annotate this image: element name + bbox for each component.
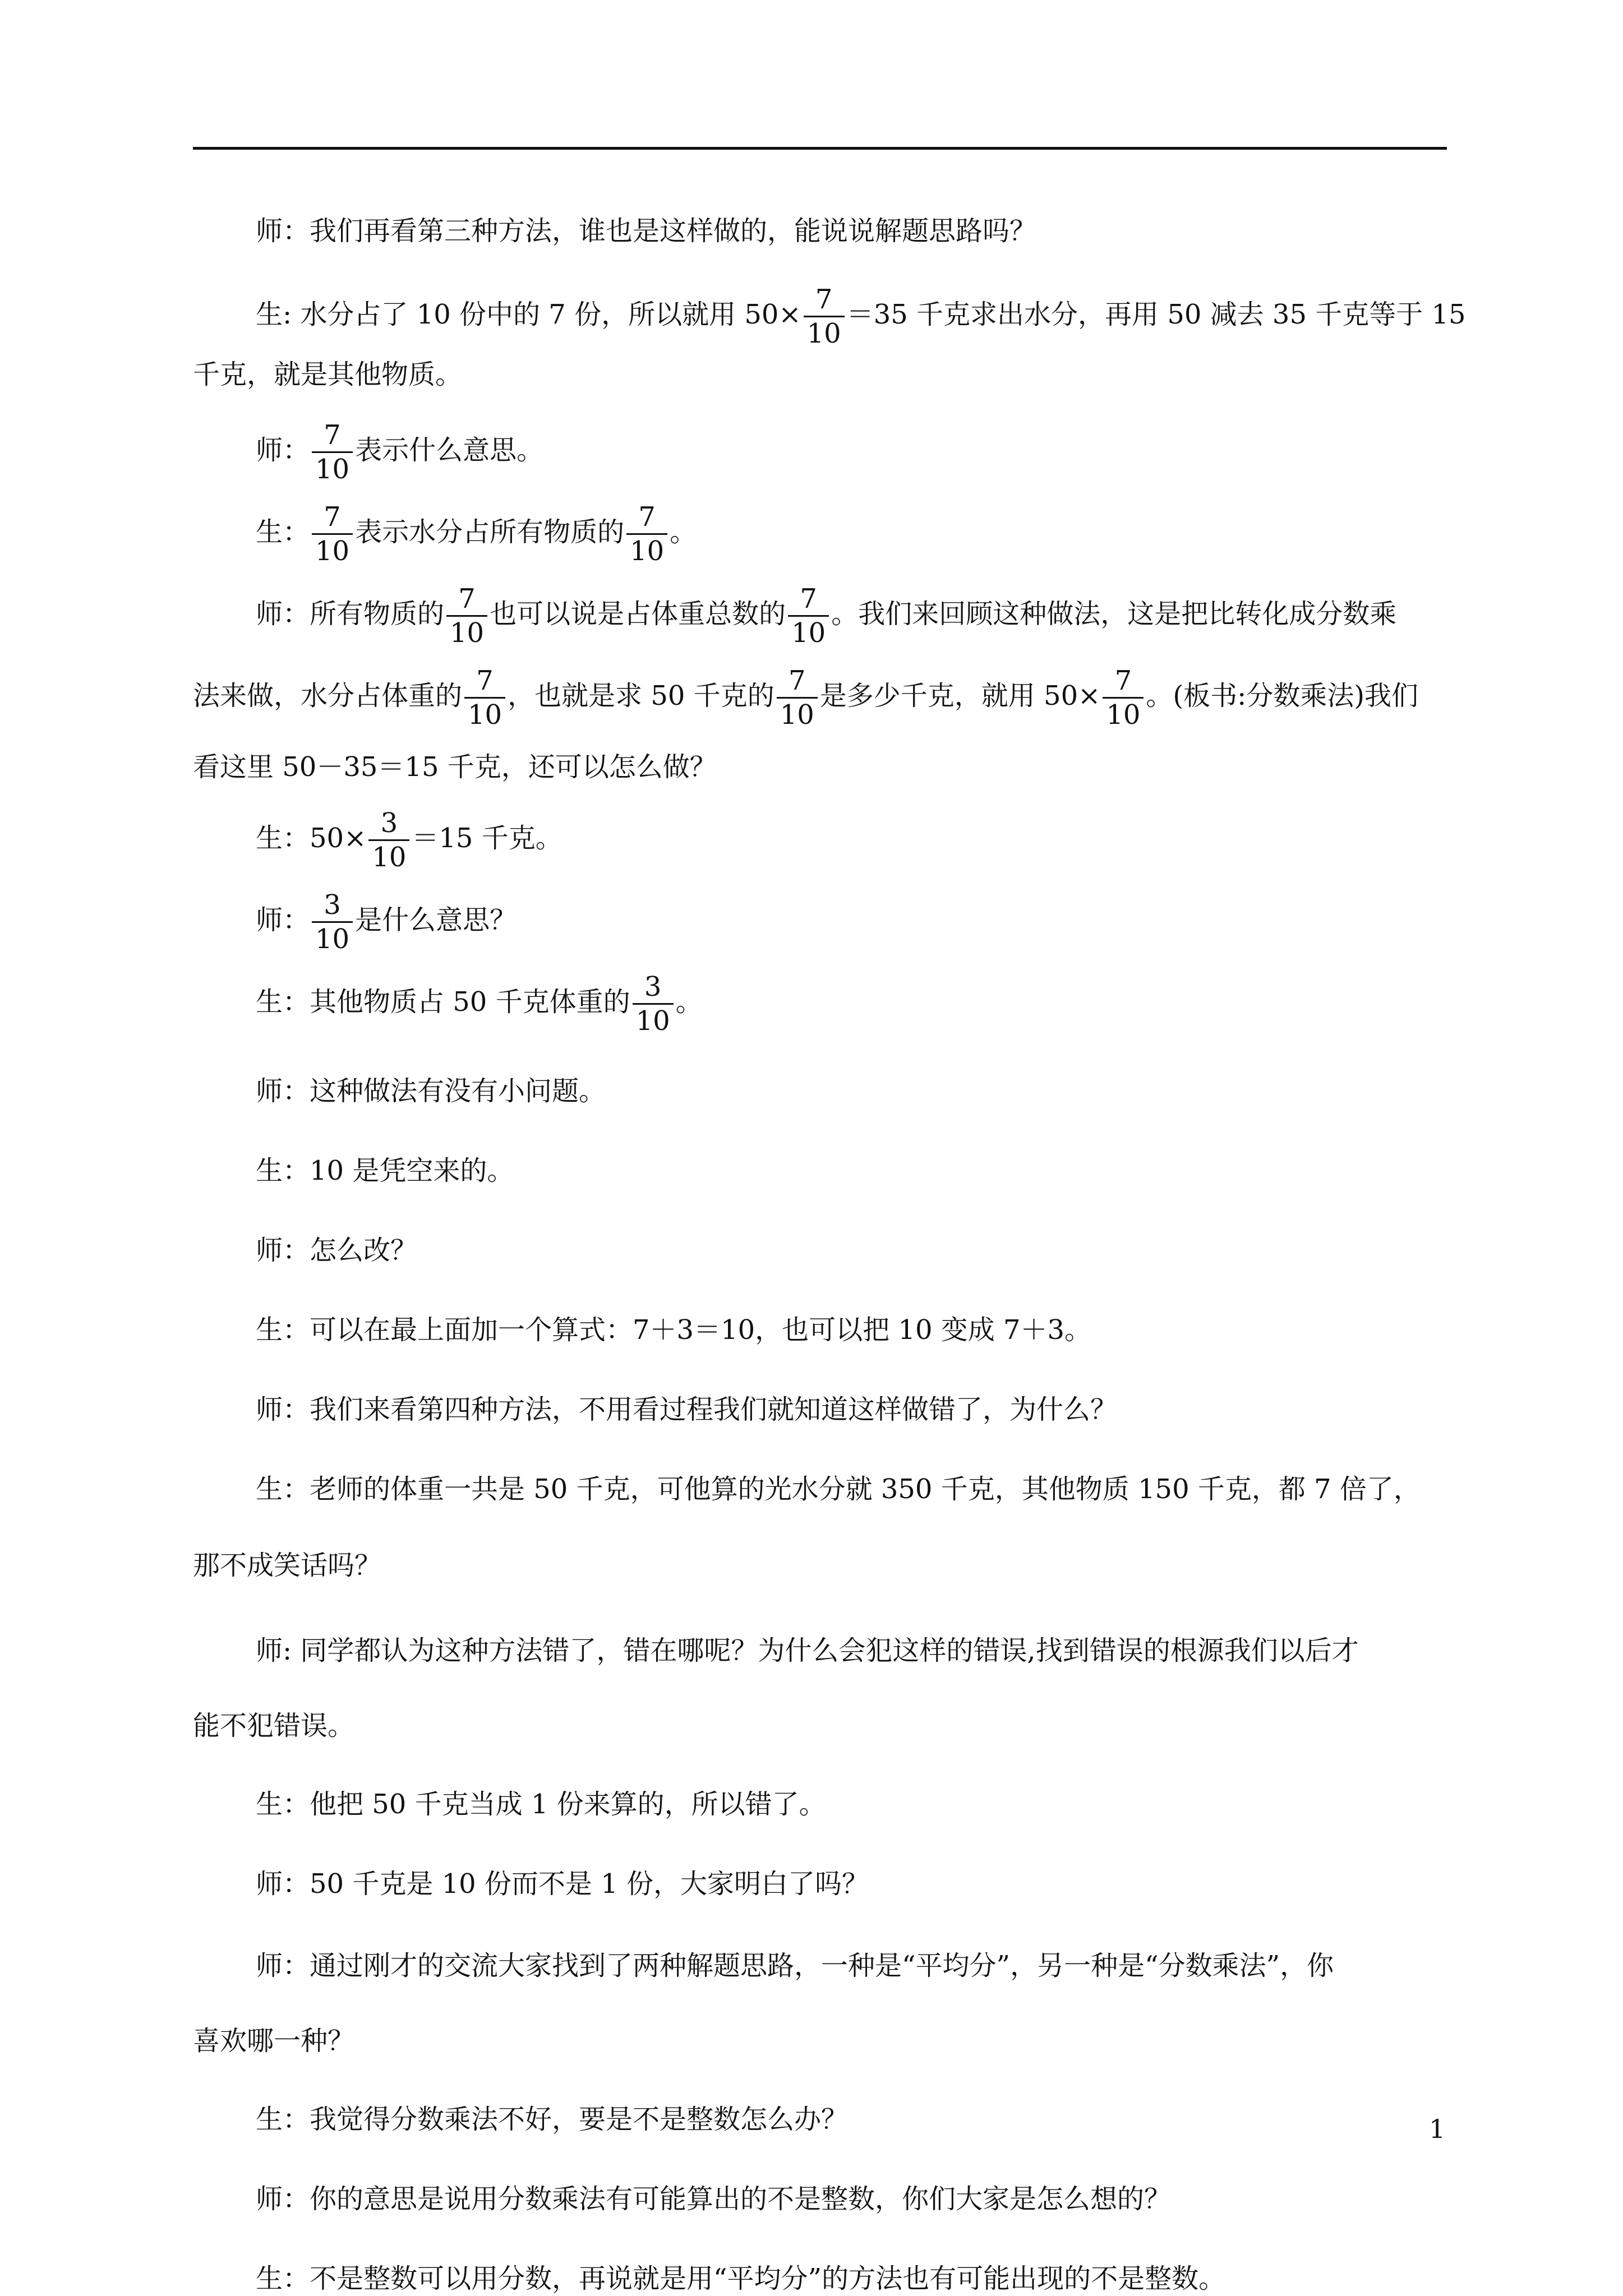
fraction-7-10 [464, 664, 505, 731]
fraction-7-10 [777, 664, 818, 731]
fraction-numerator: 7 [815, 284, 833, 315]
fraction-7-10 [626, 501, 667, 567]
line-18-cont [130, 2024, 354, 2058]
dialogue-text: 生：我觉得分数乘法不好，要是不是整数怎么办？ [256, 2104, 849, 2135]
line-16 [193, 1787, 826, 1822]
line-19 [193, 2102, 848, 2137]
dialogue-text: 师：50 千克是 10 份而不是 1 份，大家明白了吗？ [256, 1868, 869, 1900]
fraction-numerator: 7 [788, 665, 806, 696]
line-12 [193, 1313, 1091, 1347]
line-5 [193, 583, 1396, 649]
dialogue-text: 师：我们再看第三种方法，谁也是这样做的，能说说解题思路吗？ [256, 215, 1037, 247]
dialogue-text: 喜欢哪一种？ [193, 2025, 355, 2057]
fraction-7-10 [788, 583, 829, 649]
line-17 [193, 1867, 869, 1901]
dialogue-text: 生：不是整数可以用分数，再说就是用“平均分”的方法也有可能出现的不是整数。 [256, 2263, 1226, 2294]
dialogue-text: ，也就是求 50 千克的 [508, 680, 774, 712]
dialogue-text: 生：老师的体重一共是 50 千克，可他算的光水分就 350 千克，其他物质 150 千克，都 7 倍了， [256, 1473, 1421, 1505]
fraction-denominator: 10 [791, 617, 826, 649]
line-21 [193, 2261, 1225, 2296]
fraction-denominator: 10 [630, 535, 665, 567]
dialogue-text: 也可以说是占体重总数的 [490, 598, 786, 630]
fraction-numerator: 3 [324, 889, 341, 921]
line-8 [193, 971, 703, 1037]
dialogue-text: 能不犯错误。 [193, 1710, 355, 1741]
header-rule [193, 147, 1447, 150]
dialogue-text: 表示水分占所有物质的 [355, 516, 625, 548]
fraction-7-10 [446, 583, 487, 649]
dialogue-text: 师：怎么改？ [256, 1235, 418, 1266]
fraction-7-10 [312, 419, 353, 486]
speaker-label: 师： [256, 904, 310, 936]
dialogue-text: 生: 水分占了 10 份中的 7 份，所以就用 50× [256, 299, 801, 330]
line-15-cont [130, 1708, 354, 1743]
dialogue-text: 是什么意思？ [355, 904, 517, 936]
dialogue-text: ＝35 千克求出水分，再用 50 减去 35 千克等于 15 [846, 299, 1466, 330]
line-14-cont [130, 1548, 381, 1583]
dialogue-text: 是多少千克，就用 50× [819, 680, 1101, 712]
dialogue-text: 。 [670, 516, 697, 548]
dialogue-text: 表示什么意思。 [355, 435, 544, 466]
line-1 [193, 214, 1036, 248]
fraction-numerator: 3 [380, 807, 398, 839]
fraction-3-10 [368, 807, 409, 874]
dialogue-text: 千克，就是其他物质。 [193, 359, 463, 390]
speaker-label: 生： [256, 516, 310, 548]
fraction-numerator: 7 [638, 501, 656, 533]
fraction-denominator: 10 [315, 535, 350, 567]
fraction-denominator: 10 [780, 699, 814, 731]
line-5-cont [130, 664, 1418, 731]
line-3 [193, 419, 543, 486]
line-6 [193, 807, 562, 874]
fraction-3-10 [633, 971, 674, 1037]
fraction-numerator: 7 [324, 501, 341, 533]
dialogue-text: 生：10 是凭空来的。 [256, 1155, 514, 1186]
fraction-7-10 [804, 283, 845, 350]
dialogue-text: ＝15 千克。 [412, 823, 562, 854]
line-15 [193, 1633, 1359, 1668]
dialogue-text: 师：我们来看第四种方法，不用看过程我们就知道这样做错了，为什么？ [256, 1394, 1118, 1425]
dialogue-text: 生：可以在最上面加一个算式：7＋3＝10，也可以把 10 变成 7＋3。 [256, 1314, 1092, 1346]
fraction-numerator: 3 [644, 971, 662, 1003]
fraction-denominator: 10 [806, 318, 841, 349]
line-4 [193, 501, 697, 567]
page-number: 1 [1429, 2114, 1446, 2144]
speaker-label: 师： [256, 435, 310, 466]
fraction-numerator: 7 [1114, 665, 1132, 696]
dialogue-text: 。我们来回顾这种做法，这是把比转化成分数乘 [831, 598, 1397, 630]
fraction-3-10 [312, 889, 353, 955]
fraction-numerator: 7 [324, 419, 341, 451]
fraction-denominator: 10 [315, 923, 350, 955]
dialogue-text: 师: 同学都认为这种方法错了，错在哪呢？为什么会犯这样的错误,找到错误的根源我们以后才 [256, 1635, 1359, 1666]
dialogue-text: 师：这种做法有没有小问题。 [256, 1075, 606, 1107]
fraction-denominator: 10 [372, 842, 407, 873]
line-18 [193, 1948, 1334, 1983]
dialogue-text: 那不成笑话吗？ [193, 1550, 382, 1581]
line-2 [193, 283, 1510, 350]
fraction-numerator: 7 [476, 665, 494, 696]
dialogue-text: 看这里 50－35＝15 千克，还可以怎么做？ [193, 751, 717, 783]
dialogue-text: 师：你的意思是说用分数乘法有可能算出的不是整数，你们大家是怎么想的？ [256, 2183, 1172, 2215]
dialogue-text: 师：所有物质的 [256, 598, 445, 630]
dialogue-text: 生：其他物质占 50 千克体重的 [256, 986, 630, 1018]
line-14 [193, 1472, 1421, 1507]
line-20 [193, 2182, 1171, 2216]
fraction-denominator: 10 [315, 454, 350, 485]
fraction-7-10 [1103, 664, 1144, 731]
dialogue-text: 师：通过刚才的交流大家找到了两种解题思路，一种是“平均分”，另一种是“分数乘法”，你 [256, 1950, 1334, 1981]
line-2-cont [130, 357, 462, 392]
fraction-7-10 [312, 501, 353, 567]
fraction-denominator: 10 [450, 617, 485, 649]
dialogue-text: 。 [675, 986, 703, 1018]
dialogue-text: 。(板书:分数乘法)我们 [1146, 680, 1419, 712]
fraction-numerator: 7 [458, 583, 476, 615]
dialogue-text: 生：50× [256, 823, 367, 854]
line-7 [193, 889, 517, 955]
line-10 [193, 1153, 514, 1188]
fraction-numerator: 7 [800, 583, 817, 615]
line-9 [193, 1074, 606, 1108]
fraction-denominator: 10 [468, 699, 502, 731]
line-5-cont2 [130, 750, 717, 784]
dialogue-text: 法来做，水分占体重的 [193, 680, 463, 712]
dialogue-text: 生：他把 50 千克当成 1 份来算的，所以错了。 [256, 1789, 826, 1820]
fraction-denominator: 10 [635, 1005, 670, 1037]
line-13 [193, 1392, 1117, 1427]
line-11 [193, 1233, 417, 1268]
fraction-denominator: 10 [1106, 699, 1141, 731]
